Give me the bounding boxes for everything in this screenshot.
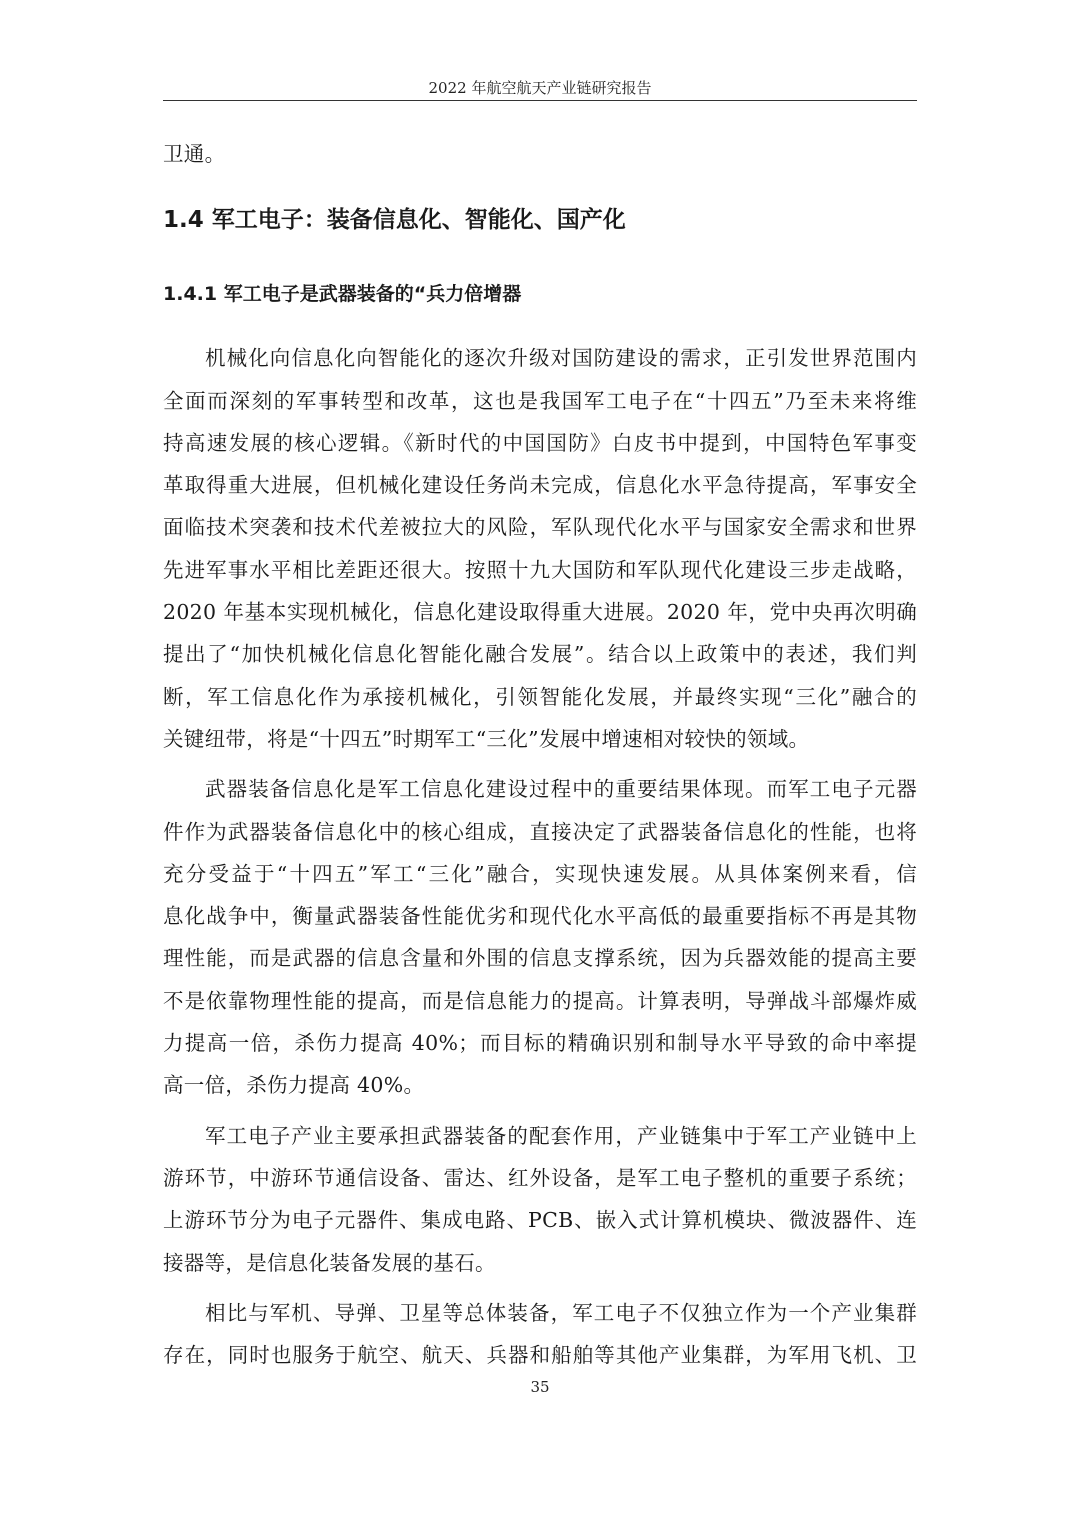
page-number: 35 — [530, 1378, 550, 1396]
paragraph-line: 息化战争中，衡量武器装备性能优劣和现代化水平高低的最重要指标不再是其物 — [163, 904, 917, 929]
paragraph-line: 军工电子产业主要承担武器装备的配套作用，产业链集中于军工产业链中上 — [205, 1123, 917, 1148]
paragraph-line: 相比与军机、导弹、卫星等总体装备，军工电子不仅独立作为一个产业集群 — [205, 1300, 917, 1325]
paragraph-line: 不是依靠物理性能的提高，而是信息能力的提高。计算表明，导弹战斗部爆炸威 — [163, 988, 917, 1013]
paragraph-line: 高一倍，杀伤力提高 40%。 — [163, 1073, 425, 1098]
running-header: 2022 年航空航天产业链研究报告 — [428, 79, 652, 97]
subsection-heading: 1.4.1 军工电子是武器装备的“兵力倍增器 — [163, 283, 522, 306]
paragraph-line: 上游环节分为电子元器件、集成电路、PCB、嵌入式计算机模块、微波器件、连 — [163, 1208, 917, 1233]
paragraph-line: 关键纽带，将是“十四五”时期军工“三化”发展中增速相对较快的领域。 — [163, 726, 810, 751]
paragraph-line: 充分受益于“十四五”军工“三化”融合，实现快速发展。从具体案例来看，信 — [163, 861, 917, 886]
paragraph-line: 面临技术突袭和技术代差被拉大的风险，军队现代化水平与国家安全需求和世界 — [163, 515, 917, 540]
paragraph-2 — [163, 768, 917, 1106]
paragraph-3 — [163, 1115, 917, 1284]
paragraph-1 — [163, 337, 917, 760]
paragraph-line: 提出了“加快机械化信息化智能化融合发展”。结合以上政策中的表述，我们判 — [163, 642, 917, 667]
paragraph-line: 接器等，是信息化装备发展的基石。 — [163, 1250, 496, 1275]
paragraph-line: 武器装备信息化是军工信息化建设过程中的重要结果体现。而军工电子元器 — [205, 777, 917, 802]
paragraph-line: 件作为武器装备信息化中的核心组成，直接决定了武器装备信息化的性能，也将 — [163, 819, 917, 844]
intro-fragment: 卫通。 — [163, 142, 226, 166]
paragraph-line: 断，军工信息化作为承接机械化，引领智能化发展，并最终实现“三化”融合的 — [163, 684, 917, 709]
section-heading: 1.4 军工电子：装备信息化、智能化、国产化 — [163, 207, 626, 234]
paragraph-line: 2020 年基本实现机械化，信息化建设取得重大进展。2020 年，党中央再次明确 — [163, 600, 917, 625]
page-body — [163, 133, 917, 1376]
paragraph-line: 持高速发展的核心逻辑。《新时代的中国国防》白皮书中提到，中国特色军事变 — [163, 430, 917, 455]
header-divider — [163, 100, 917, 101]
paragraph-line: 机械化向信息化向智能化的逐次升级对国防建设的需求，正引发世界范围内 — [205, 346, 917, 371]
paragraph-line: 存在，同时也服务于航空、航天、兵器和船舶等其他产业集群，为军用飞机、卫 — [163, 1343, 917, 1368]
paragraph-line: 游环节，中游环节通信设备、雷达、红外设备，是军工电子整机的重要子系统； — [163, 1165, 917, 1190]
paragraph-line: 力提高一倍，杀伤力提高 40%；而目标的精确识别和制导水平导致的命中率提 — [163, 1031, 917, 1056]
paragraph-line: 先进军事水平相比差距还很大。按照十九大国防和军队现代化建设三步走战略， — [163, 557, 917, 582]
paragraph-line: 革取得重大进展，但机械化建设任务尚未完成，信息化水平急待提高，军事安全 — [163, 473, 917, 498]
paragraph-line: 理性能，而是武器的信息含量和外围的信息支撑系统，因为兵器效能的提高主要 — [163, 946, 917, 971]
paragraph-4 — [163, 1292, 917, 1377]
paragraph-line: 全面而深刻的军事转型和改革，这也是我国军工电子在“十四五”乃至未来将维 — [163, 388, 917, 413]
